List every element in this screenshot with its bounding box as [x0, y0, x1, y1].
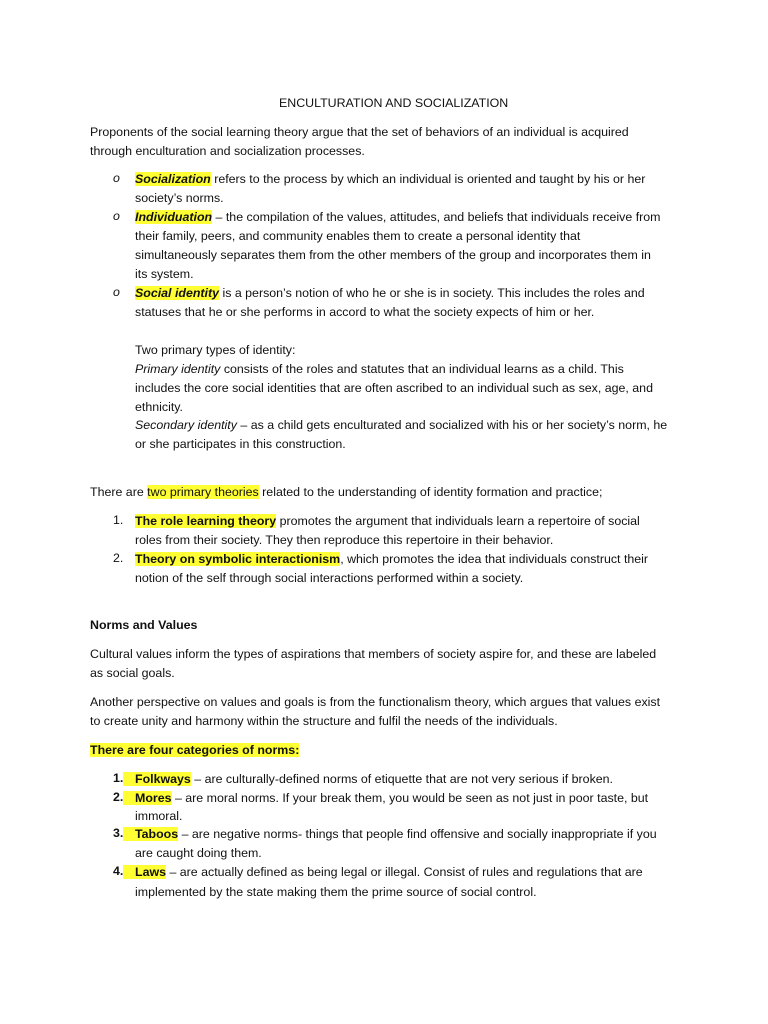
norm-4-line-2: implemented by the state making them the prime source of social control.	[135, 885, 537, 899]
secondary-identity-definition: – as a child gets enculturated and socialized with his or her society’s norm, he	[236, 418, 668, 432]
individuation-definition: – the compilation of the values, attitudes, and beliefs that individuals receive from	[212, 210, 661, 224]
socialization-term: Socialization	[135, 172, 211, 186]
individuation-line-2: their family, peers, and community enables them to create a personal identity that	[135, 229, 581, 243]
socialization-line-1	[135, 171, 645, 187]
primary-identity-definition: consists of the roles and statutes that an individual learns as a child. This	[220, 362, 624, 376]
secondary-identity-term: Secondary identity	[135, 418, 237, 432]
norm-number: 4.	[113, 864, 124, 878]
theory-2-line-1	[135, 551, 648, 567]
four-categories-text: There are four categories of norms:	[90, 743, 300, 757]
theory-2-line-2: notion of the self through social interactions performed within a society.	[135, 571, 524, 585]
norm-2-term: Mores	[123, 791, 172, 805]
bullet-marker: o	[113, 171, 120, 185]
theory-1-line-1	[135, 513, 640, 529]
norm-number: 3.	[113, 826, 124, 840]
norm-number: 2.	[113, 790, 124, 804]
individuation-line-1	[135, 209, 660, 225]
theory-number: 2.	[113, 551, 124, 565]
secondary-identity-line-1	[135, 417, 667, 433]
theories-intro-post: related to the understanding of identity formation and practice;	[258, 485, 603, 499]
identity-types-heading: Two primary types of identity:	[135, 343, 296, 357]
primary-identity-line-1	[135, 361, 624, 377]
primary-identity-line-3: ethnicity.	[135, 400, 183, 414]
theory-1-term: The role learning theory	[135, 514, 277, 528]
individuation-term: Individuation	[135, 210, 213, 224]
individuation-line-3: simultaneously separates them from the other members of the group and incorporates them in	[135, 248, 651, 262]
norm-1-line-1	[123, 771, 613, 787]
theory-2-term: Theory on symbolic interactionism	[135, 552, 341, 566]
bullet-marker: o	[113, 209, 120, 223]
secondary-identity-line-2: or she participates in this construction.	[135, 437, 346, 451]
norm-4-definition: – are actually defined as being legal or illegal. Consist of rules and regulations that are	[166, 865, 643, 879]
theory-number: 1.	[113, 513, 124, 527]
theory-1-definition: promotes the argument that individuals learn a repertoire of social	[276, 514, 640, 528]
norm-3-definition: – are negative norms- things that people find offensive and socially inappropriate if you	[178, 827, 657, 841]
norm-3-line-2: are caught doing them.	[135, 846, 262, 860]
socialization-line-2: society’s norms.	[135, 191, 224, 205]
intro-line-1: Proponents of the social learning theory argue that the set of behaviors of an individual is acquired	[90, 125, 629, 139]
norm-2-line-2: immoral.	[135, 809, 183, 823]
social-identity-definition: is a person’s notion of who he or she is in society. This includes the roles and	[219, 286, 645, 300]
functionalism-line-1: Another perspective on values and goals is from the functionalism theory, which argues that values exist	[90, 695, 661, 709]
social-identity-line-1	[135, 285, 645, 301]
theory-1-line-2: roles from their society. They then reproduce this repertoire in their behavior.	[135, 533, 554, 547]
socialization-definition: refers to the process by which an individual is oriented and taught by his or her	[210, 172, 646, 186]
norm-1-term: Folkways	[123, 772, 191, 786]
four-categories-heading	[90, 742, 299, 758]
theory-2-definition: , which promotes the idea that individuals construct their	[340, 552, 649, 566]
individuation-line-4: its system.	[135, 267, 194, 281]
functionalism-line-2: to create unity and harmony within the structure and fulfil the needs of the individuals.	[90, 714, 558, 728]
cultural-values-line-2: as social goals.	[90, 666, 175, 680]
norm-4-term: Laws	[123, 865, 166, 879]
norm-2-line-1	[123, 790, 648, 806]
primary-identity-line-2: includes the core social identities that are often ascribed to an individual such as sex, age, and	[135, 381, 653, 395]
theories-intro	[90, 484, 602, 500]
primary-identity-term: Primary identity	[135, 362, 221, 376]
cultural-values-line-1: Cultural values inform the types of aspirations that members of society aspire for, and these are labeled	[90, 647, 657, 661]
bullet-marker: o	[113, 285, 120, 299]
intro-line-2: through enculturation and socialization processes.	[90, 144, 365, 158]
page-title: ENCULTURATION AND SOCIALIZATION	[279, 96, 509, 110]
social-identity-line-2: statuses that he or she performs in accord to what the society expects of him or her.	[135, 305, 595, 319]
social-identity-term: Social identity	[135, 286, 219, 300]
norm-3-term: Taboos	[123, 827, 178, 841]
theories-intro-pre: There are	[90, 485, 148, 499]
norm-4-line-1	[123, 864, 643, 880]
theories-intro-highlight: two primary theories	[147, 485, 259, 499]
norm-1-definition: – are culturally-defined norms of etiquette that are not very serious if broken.	[190, 772, 613, 786]
norm-2-definition: – are moral norms. If your break them, you would be seen as not just in poor taste, but	[171, 791, 649, 805]
norm-number: 1.	[113, 771, 124, 785]
norm-3-line-1	[123, 826, 657, 842]
norms-values-heading: Norms and Values	[90, 618, 198, 632]
